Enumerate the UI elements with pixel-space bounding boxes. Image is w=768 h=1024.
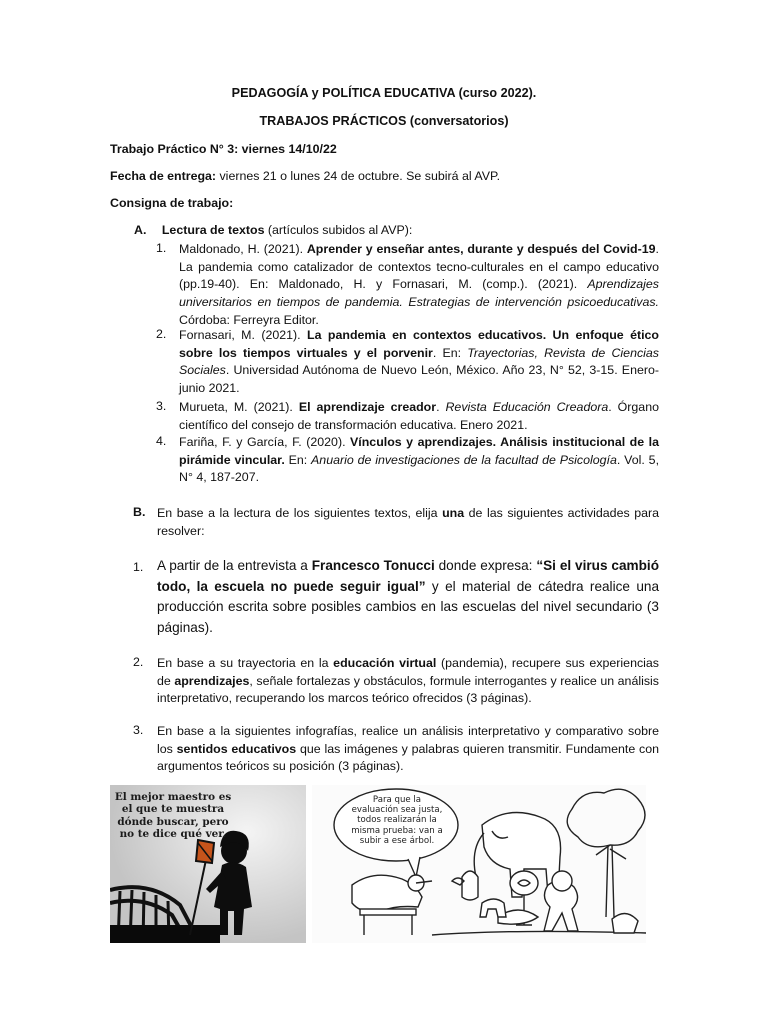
activity-2-number: 2. — [133, 655, 144, 669]
ref-text: . Órgano científico del consejo de transformación educativa. Enero 2021. — [179, 400, 659, 432]
activity-emphasis: aprendizajes — [174, 673, 250, 688]
document-title: PEDAGOGÍA y POLÍTICA EDUCATIVA (curso 2022). — [231, 86, 537, 100]
cartoon-speech-bubble — [338, 795, 456, 846]
activity-quote: “Si el virus cambió todo, la escuela no puede seguir igual” — [157, 558, 659, 594]
bubble-line: todos realizarán la — [357, 815, 437, 826]
ref-source: Aprendizajes universitarios en tiempos de pandemia. Estrategias de intervención psicoeducativas. — [179, 277, 659, 310]
activity-text: que las imágenes y palabras quieren transmitir. Fundamente con argumentos teóricos su posición (3 páginas). — [157, 741, 659, 774]
activity-text: (pandemia), recupere sus experiencias de — [157, 656, 659, 688]
section-a-marker: A. — [134, 223, 147, 237]
section-b-emphasis: una — [442, 506, 465, 520]
bubble-line: misma prueba: van a — [351, 825, 443, 836]
ref-source: Anuario de investigaciones de la facultad de Psicología — [311, 452, 617, 467]
section-b-intro — [157, 505, 659, 540]
section-b-text: En base a la lectura de los siguientes textos, elija — [157, 506, 443, 520]
quote-line: no te dice qué ver. — [119, 828, 227, 841]
reference-item — [179, 399, 659, 434]
ref-text: Córdoba: Ferreyra Editor. — [179, 312, 319, 327]
ref-2-number: 2. — [156, 327, 167, 341]
activity-item — [157, 556, 659, 638]
activity-emphasis: Francesco Tonucci — [311, 558, 435, 573]
activity-text: donde expresa: — [434, 558, 537, 573]
bubble-line: evaluación sea justa, — [351, 805, 443, 816]
ref-text: Fornasari, M. (2021). — [179, 328, 308, 342]
bubble-line: subir a ese árbol. — [359, 835, 435, 846]
activity-item — [157, 655, 659, 708]
ref-source: Revista Educación Creadora — [445, 400, 609, 414]
delivery-label: Fecha de entrega: — [110, 169, 217, 183]
activity-item — [157, 723, 659, 776]
ref-3-number: 3. — [156, 399, 167, 413]
activity-emphasis: educación virtual — [333, 656, 437, 670]
ref-text: . — [436, 400, 446, 414]
delivery-text: viernes 21 o lunes 24 de octubre. Se subirá al AVP. — [216, 169, 501, 183]
ref-text: . La pandemia como catalizador de contextos tecno-culturales en el campo educativo (pp.19-40). En: Maldonado, H. y Fornasari, M. (comp.). (2021). — [179, 242, 659, 292]
ref-text: . Universidad Autónoma de Nuevo León, México. Año 23, N° 52, 3-15. Enero-junio 2021. — [179, 363, 659, 396]
ref-title: La pandemia en contextos educativos. Un enfoque ético sobre los tiempos virtuales y el porvenir — [179, 328, 659, 360]
section-a-heading — [134, 222, 694, 240]
section-a-label: Lectura de textos — [161, 223, 265, 237]
activity-text: A partir de la entrevista a — [157, 558, 312, 573]
reference-item — [179, 327, 659, 398]
ref-title: Vínculos y aprendizajes. Análisis institucional de la pirámide vincular. — [179, 435, 659, 467]
reference-item — [179, 434, 659, 487]
teacher-quote — [110, 791, 236, 841]
ref-1-number: 1. — [156, 241, 167, 255]
activity-text: En base a la siguientes infografías, realice un análisis interpretativo y comparativo sobre los — [157, 724, 659, 756]
quote-line: el que te muestra — [121, 803, 225, 816]
activity-3-number: 3. — [133, 723, 144, 737]
task-heading: Consigna de trabajo: — [110, 196, 234, 210]
infographic-teacher-image — [110, 785, 306, 943]
activity-text: En base a su trayectoria en la — [157, 656, 334, 670]
ref-4-number: 4. — [156, 434, 167, 448]
section-a-label-rest: (artículos subidos al AVP): — [264, 223, 413, 237]
activity-emphasis: sentidos educativos — [176, 741, 297, 756]
ref-text: Murueta, M. (2021). — [179, 400, 299, 414]
ref-text: . Vol. 5, N° 4, 187-207. — [179, 452, 660, 485]
reference-item — [179, 241, 659, 330]
quote-line: El mejor maestro es — [114, 791, 232, 803]
ref-text: En: — [284, 452, 312, 467]
ref-text: . En: — [432, 345, 468, 360]
activity-1-number: 1. — [133, 560, 144, 574]
infographic-evaluation-cartoon — [312, 785, 646, 943]
section-b-marker: B. — [133, 505, 146, 519]
quote-line: dónde buscar, pero — [117, 815, 229, 828]
document-subtitle: TRABAJOS PRÁCTICOS (conversatorios) — [259, 114, 509, 128]
ref-title: El aprendizaje creador — [298, 400, 437, 414]
bubble-line: Para que la — [372, 795, 422, 805]
activity-text: , señale fortalezas y obstáculos, formule interrogantes y realice un análisis interpretativo, recuperando los marcos teórico ofrecidos (3 páginas). — [157, 673, 659, 706]
section-b-text: de las siguientes actividades para resolver: — [157, 506, 659, 538]
ref-text: Fariña, F. y García, F. (2020). — [179, 435, 351, 449]
ref-title: Aprender y enseñar antes, durante y después del Covid-19 — [306, 242, 656, 256]
tp-heading: Trabajo Práctico N° 3: viernes 14/10/22 — [110, 142, 337, 156]
ref-source: Trayectorias, Revista de Ciencias Sociales — [179, 345, 659, 378]
delivery-date — [110, 168, 670, 186]
ref-text: Maldonado, H. (2021). — [179, 242, 307, 256]
activity-text: y el material de cátedra realice una producción escrita sobre posibles cambios en las escuelas del nivel secundario (3 páginas). — [157, 578, 660, 635]
